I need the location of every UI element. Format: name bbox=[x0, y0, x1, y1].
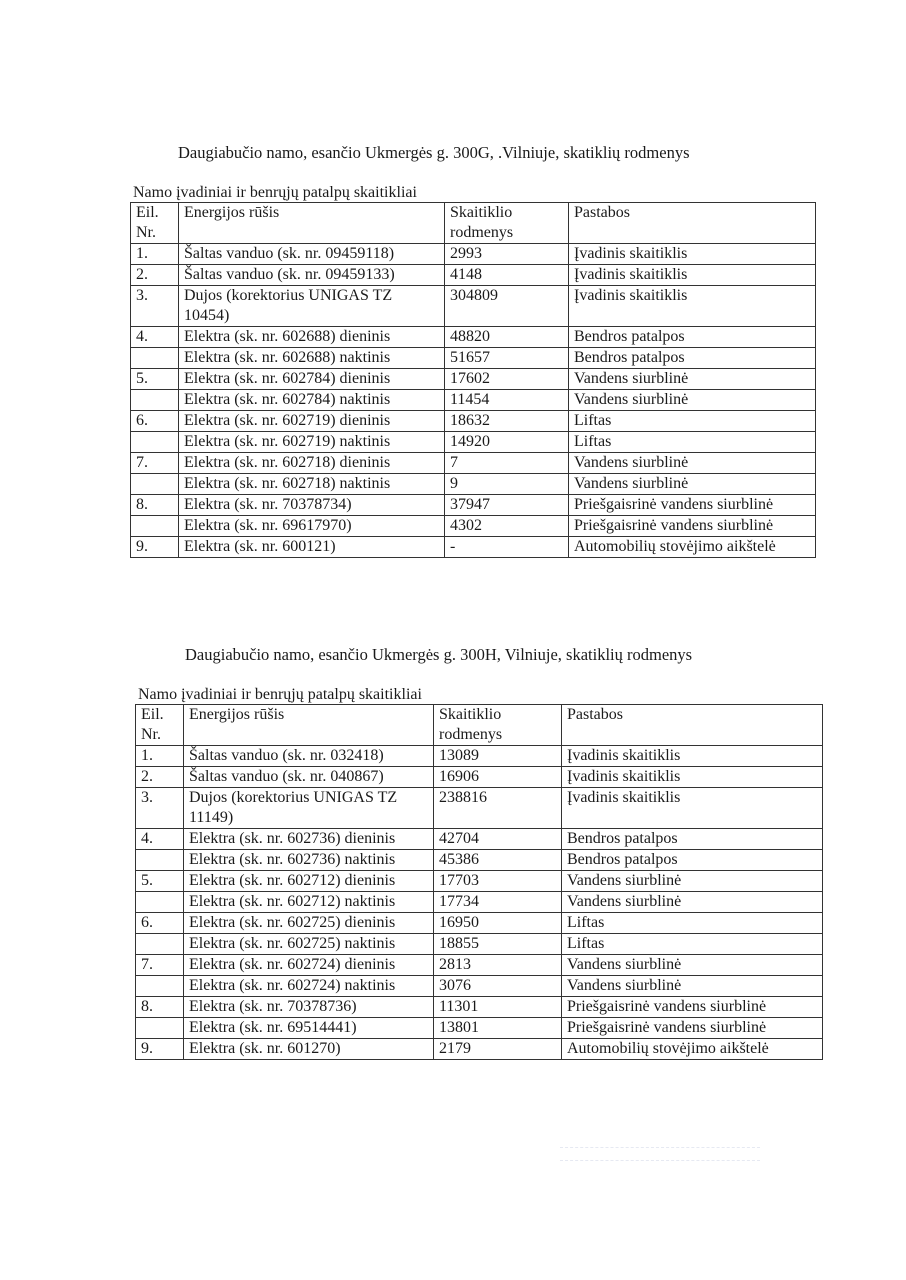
notes-cell: Bendros patalpos bbox=[562, 850, 823, 871]
header-meter-reading: Skaitiklio rodmenys bbox=[434, 705, 562, 746]
energy-type-cell: Elektra (sk. nr. 602718) dieninis bbox=[179, 453, 445, 474]
energy-type-cell: Elektra (sk. nr. 602712) dieninis bbox=[184, 871, 434, 892]
notes-cell: Įvadinis skaitiklis bbox=[562, 788, 823, 829]
row-number: 7. bbox=[136, 955, 184, 976]
row-number: 4. bbox=[136, 829, 184, 850]
energy-type-cell: Elektra (sk. nr. 600121) bbox=[179, 537, 445, 558]
row-number: 5. bbox=[131, 369, 179, 390]
table-header-row bbox=[131, 203, 816, 244]
energy-type-cell: Dujos (korektorius UNIGAS TZ 11149) bbox=[184, 788, 434, 829]
meter-reading-cell: 13089 bbox=[434, 746, 562, 767]
table-row bbox=[136, 976, 823, 997]
page-title-300h: Daugiabučio namo, esančio Ukmergės g. 300H, Vilniuje, skatiklių rodmenys bbox=[185, 645, 693, 664]
row-number bbox=[136, 892, 184, 913]
meter-reading-cell: 18855 bbox=[434, 934, 562, 955]
meter-reading-cell: 11454 bbox=[445, 390, 569, 411]
meter-table-300h bbox=[135, 704, 823, 1060]
energy-type-cell: Šaltas vanduo (sk. nr. 09459133) bbox=[179, 265, 445, 286]
notes-cell: Liftas bbox=[562, 934, 823, 955]
energy-type-cell: Elektra (sk. nr. 602784) naktinis bbox=[179, 390, 445, 411]
energy-type-cell: Elektra (sk. nr. 602718) naktinis bbox=[179, 474, 445, 495]
notes-cell: Vandens siurblinė bbox=[569, 369, 816, 390]
notes-cell: Vandens siurblinė bbox=[562, 976, 823, 997]
row-number bbox=[131, 474, 179, 495]
table-row bbox=[136, 1039, 823, 1060]
energy-type-cell: Elektra (sk. nr. 602736) dieninis bbox=[184, 829, 434, 850]
meter-reading-cell: 16906 bbox=[434, 767, 562, 788]
table-row bbox=[131, 348, 816, 369]
header-notes: Pastabos bbox=[562, 705, 823, 746]
meter-reading-cell: 2993 bbox=[445, 244, 569, 265]
row-number: 2. bbox=[136, 767, 184, 788]
notes-cell: Įvadinis skaitiklis bbox=[562, 746, 823, 767]
table-row bbox=[131, 516, 816, 537]
energy-type-cell: Elektra (sk. nr. 602725) dieninis bbox=[184, 913, 434, 934]
table-row bbox=[136, 871, 823, 892]
table-row bbox=[131, 369, 816, 390]
notes-cell: Priešgaisrinė vandens siurblinė bbox=[569, 495, 816, 516]
energy-type-cell: Elektra (sk. nr. 601270) bbox=[184, 1039, 434, 1060]
energy-type-cell: Šaltas vanduo (sk. nr. 09459118) bbox=[179, 244, 445, 265]
row-number: 7. bbox=[131, 453, 179, 474]
meter-reading-cell: 13801 bbox=[434, 1018, 562, 1039]
meter-reading-cell: 17703 bbox=[434, 871, 562, 892]
header-energy-type: Energijos rūšis bbox=[179, 203, 445, 244]
table-row bbox=[131, 286, 816, 327]
row-number bbox=[136, 976, 184, 997]
table-row bbox=[131, 265, 816, 286]
table-caption-300g: Namo įvadiniai ir benrųjų patalpų skaitikliai bbox=[133, 184, 457, 203]
notes-cell: Priešgaisrinė vandens siurblinė bbox=[569, 516, 816, 537]
energy-type-cell: Elektra (sk. nr. 602719) dieninis bbox=[179, 411, 445, 432]
meter-reading-cell: 4302 bbox=[445, 516, 569, 537]
notes-cell: Įvadinis skaitiklis bbox=[569, 244, 816, 265]
row-number: 4. bbox=[131, 327, 179, 348]
notes-cell: Priešgaisrinė vandens siurblinė bbox=[562, 1018, 823, 1039]
notes-cell: Įvadinis skaitiklis bbox=[569, 286, 816, 327]
energy-type-cell: Elektra (sk. nr. 602724) naktinis bbox=[184, 976, 434, 997]
meter-reading-cell: - bbox=[445, 537, 569, 558]
row-number: 1. bbox=[131, 244, 179, 265]
meter-reading-cell: 238816 bbox=[434, 788, 562, 829]
energy-type-cell: Elektra (sk. nr. 602719) naktinis bbox=[179, 432, 445, 453]
energy-type-cell: Elektra (sk. nr. 70378734) bbox=[179, 495, 445, 516]
header-meter-reading: Skaitiklio rodmenys bbox=[445, 203, 569, 244]
meter-reading-cell: 3076 bbox=[434, 976, 562, 997]
meter-reading-cell: 9 bbox=[445, 474, 569, 495]
table-row bbox=[136, 997, 823, 1018]
table-row bbox=[131, 453, 816, 474]
table-row bbox=[131, 474, 816, 495]
notes-cell: Įvadinis skaitiklis bbox=[569, 265, 816, 286]
notes-cell: Liftas bbox=[562, 913, 823, 934]
table-row bbox=[136, 788, 823, 829]
table-row bbox=[136, 955, 823, 976]
table-row bbox=[131, 495, 816, 516]
energy-type-cell: Elektra (sk. nr. 602784) dieninis bbox=[179, 369, 445, 390]
table-header-row bbox=[136, 705, 823, 746]
notes-cell: Vandens siurblinė bbox=[569, 390, 816, 411]
energy-type-cell: Elektra (sk. nr. 602724) dieninis bbox=[184, 955, 434, 976]
table-row bbox=[136, 746, 823, 767]
row-number: 2. bbox=[131, 265, 179, 286]
row-number: 8. bbox=[136, 997, 184, 1018]
meter-reading-cell: 2179 bbox=[434, 1039, 562, 1060]
energy-type-cell: Elektra (sk. nr. 70378736) bbox=[184, 997, 434, 1018]
notes-cell: Bendros patalpos bbox=[569, 348, 816, 369]
meter-reading-cell: 14920 bbox=[445, 432, 569, 453]
row-number: 5. bbox=[136, 871, 184, 892]
table-row bbox=[131, 244, 816, 265]
energy-type-cell: Elektra (sk. nr. 602688) naktinis bbox=[179, 348, 445, 369]
notes-cell: Liftas bbox=[569, 411, 816, 432]
row-number: 6. bbox=[136, 913, 184, 934]
energy-type-cell: Šaltas vanduo (sk. nr. 040867) bbox=[184, 767, 434, 788]
notes-cell: Priešgaisrinė vandens siurblinė bbox=[562, 997, 823, 1018]
meter-reading-cell: 2813 bbox=[434, 955, 562, 976]
table-row bbox=[136, 913, 823, 934]
row-number: 3. bbox=[136, 788, 184, 829]
table-caption-300h: Namo įvadiniai ir benrųjų patalpų skaitikliai bbox=[138, 686, 464, 705]
meter-reading-cell: 7 bbox=[445, 453, 569, 474]
row-number bbox=[136, 934, 184, 955]
meter-reading-cell: 16950 bbox=[434, 913, 562, 934]
row-number: 3. bbox=[131, 286, 179, 327]
table-row bbox=[131, 390, 816, 411]
meter-reading-cell: 18632 bbox=[445, 411, 569, 432]
table-row bbox=[131, 537, 816, 558]
meter-reading-cell: 48820 bbox=[445, 327, 569, 348]
page-title-300g: Daugiabučio namo, esančio Ukmergės g. 300G, .Vilniuje, skatiklių rodmenys bbox=[178, 143, 690, 162]
row-number bbox=[131, 516, 179, 537]
table-row bbox=[136, 892, 823, 913]
row-number: 6. bbox=[131, 411, 179, 432]
table-row bbox=[136, 850, 823, 871]
energy-type-cell: Elektra (sk. nr. 602725) naktinis bbox=[184, 934, 434, 955]
energy-type-cell: Dujos (korektorius UNIGAS TZ 10454) bbox=[179, 286, 445, 327]
notes-cell: Vandens siurblinė bbox=[562, 871, 823, 892]
table-row bbox=[131, 432, 816, 453]
row-number bbox=[131, 432, 179, 453]
energy-type-cell: Elektra (sk. nr. 69514441) bbox=[184, 1018, 434, 1039]
notes-cell: Įvadinis skaitiklis bbox=[562, 767, 823, 788]
energy-type-cell: Šaltas vanduo (sk. nr. 032418) bbox=[184, 746, 434, 767]
table-row bbox=[136, 934, 823, 955]
notes-cell: Vandens siurblinė bbox=[569, 453, 816, 474]
meter-reading-cell: 11301 bbox=[434, 997, 562, 1018]
meter-table-300g bbox=[130, 202, 816, 558]
notes-cell: Vandens siurblinė bbox=[569, 474, 816, 495]
energy-type-cell: Elektra (sk. nr. 602736) naktinis bbox=[184, 850, 434, 871]
table-row bbox=[136, 767, 823, 788]
notes-cell: Automobilių stovėjimo aikštelė bbox=[562, 1039, 823, 1060]
meter-reading-cell: 37947 bbox=[445, 495, 569, 516]
energy-type-cell: Elektra (sk. nr. 69617970) bbox=[179, 516, 445, 537]
row-number bbox=[136, 850, 184, 871]
row-number: 9. bbox=[136, 1039, 184, 1060]
table-row bbox=[131, 327, 816, 348]
meter-reading-cell: 45386 bbox=[434, 850, 562, 871]
table-row bbox=[131, 411, 816, 432]
meter-reading-cell: 304809 bbox=[445, 286, 569, 327]
row-number: 1. bbox=[136, 746, 184, 767]
notes-cell: Vandens siurblinė bbox=[562, 892, 823, 913]
row-number bbox=[136, 1018, 184, 1039]
notes-cell: Vandens siurblinė bbox=[562, 955, 823, 976]
header-number: Eil. Nr. bbox=[131, 203, 179, 244]
notes-cell: Liftas bbox=[569, 432, 816, 453]
row-number: 9. bbox=[131, 537, 179, 558]
notes-cell: Automobilių stovėjimo aikštelė bbox=[569, 537, 816, 558]
row-number bbox=[131, 348, 179, 369]
meter-reading-cell: 4148 bbox=[445, 265, 569, 286]
meter-reading-cell: 17734 bbox=[434, 892, 562, 913]
header-number: Eil. Nr. bbox=[136, 705, 184, 746]
meter-reading-cell: 51657 bbox=[445, 348, 569, 369]
energy-type-cell: Elektra (sk. nr. 602712) naktinis bbox=[184, 892, 434, 913]
meter-reading-cell: 42704 bbox=[434, 829, 562, 850]
header-energy-type: Energijos rūšis bbox=[184, 705, 434, 746]
table-row bbox=[136, 829, 823, 850]
notes-cell: Bendros patalpos bbox=[569, 327, 816, 348]
header-notes: Pastabos bbox=[569, 203, 816, 244]
energy-type-cell: Elektra (sk. nr. 602688) dieninis bbox=[179, 327, 445, 348]
notes-cell: Bendros patalpos bbox=[562, 829, 823, 850]
table-row bbox=[136, 1018, 823, 1039]
faint-stamp-mark bbox=[560, 1135, 760, 1161]
row-number bbox=[131, 390, 179, 411]
meter-reading-cell: 17602 bbox=[445, 369, 569, 390]
row-number: 8. bbox=[131, 495, 179, 516]
